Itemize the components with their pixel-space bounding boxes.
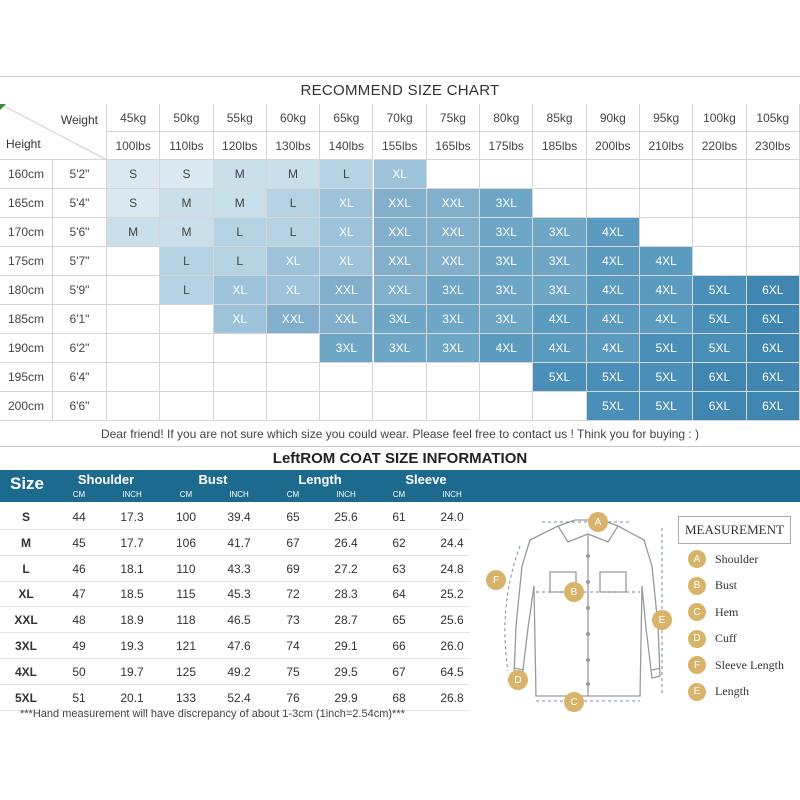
coat-size-label: 3XL xyxy=(14,639,37,653)
height-ft-label: 6'6" xyxy=(53,392,107,421)
legend-label: Bust xyxy=(715,578,738,592)
size-cell: XXL xyxy=(427,189,480,218)
size-cell: 3XL xyxy=(374,334,427,363)
coat-measure-value: 24.0 xyxy=(440,510,464,524)
empty-cell xyxy=(107,276,160,305)
coat-measure-value: 52.4 xyxy=(227,690,251,705)
legend-label: Hem xyxy=(715,604,739,619)
height-ft-label: 5'4" xyxy=(53,189,107,218)
coat-measure-value: 26.8 xyxy=(440,690,464,705)
marker-b-icon: B xyxy=(564,582,584,602)
coat-measure-value: 24.4 xyxy=(440,535,464,550)
size-cell: 6XL xyxy=(693,363,746,392)
size-cell: L xyxy=(160,247,213,276)
weight-kg-header: 90kg xyxy=(587,104,640,132)
legend-label: Length xyxy=(715,684,749,698)
coat-size-row xyxy=(0,685,470,711)
coat-measure-value: 133 xyxy=(175,690,197,705)
size-cell: 5XL xyxy=(693,276,746,305)
size-cell: M xyxy=(214,189,267,218)
height-cm-label: 195cm xyxy=(0,363,53,392)
size-cell: 3XL xyxy=(374,305,427,334)
coat-size-row xyxy=(0,530,470,556)
height-cm-label: 190cm xyxy=(0,334,53,363)
size-cell: L xyxy=(214,218,267,247)
legend-letter-icon: C xyxy=(688,603,706,621)
unit-inch-label: INCH xyxy=(336,490,356,499)
empty-cell xyxy=(107,334,160,363)
empty-cell xyxy=(480,392,533,421)
size-cell: 4XL xyxy=(640,247,693,276)
legend-letter-icon: E xyxy=(688,683,706,701)
coat-measure-value: 18.9 xyxy=(120,613,144,628)
height-ft-label: 6'1" xyxy=(53,305,107,334)
unit-inch-label: INCH xyxy=(442,490,462,499)
height-ft-label: 5'2" xyxy=(53,160,107,189)
empty-cell xyxy=(533,392,586,421)
coat-measure-value: 29.1 xyxy=(334,639,358,653)
coat-measure-value: 47.6 xyxy=(227,639,251,653)
coat-size-label: M xyxy=(21,535,31,550)
weight-kg-header: 85kg xyxy=(533,104,586,132)
size-cell: L xyxy=(320,160,373,189)
size-cell: 5XL xyxy=(693,334,746,363)
legend-label: Cuff xyxy=(715,631,737,645)
coat-measure-value: 110 xyxy=(176,561,196,576)
size-cell: 4XL xyxy=(640,305,693,334)
coat-measure-value: 49.2 xyxy=(227,664,251,679)
coat-size-label: 4XL xyxy=(14,664,37,679)
size-cell: 6XL xyxy=(747,276,800,305)
empty-cell xyxy=(693,189,746,218)
weight-lbs-header: 230lbs xyxy=(747,132,800,160)
empty-cell xyxy=(267,334,320,363)
coat-measure-value: 72 xyxy=(286,587,300,602)
unit-cm-label: CM xyxy=(392,490,406,499)
marker-a-icon: A xyxy=(588,512,608,532)
coat-measure-value: 45.3 xyxy=(227,587,251,602)
empty-cell xyxy=(427,363,480,392)
size-cell: 3XL xyxy=(427,305,480,334)
coat-measure-value: 20.1 xyxy=(120,690,144,705)
weight-kg-header: 55kg xyxy=(214,104,267,132)
weight-lbs-header: 130lbs xyxy=(267,132,320,160)
weight-kg-header: 50kg xyxy=(160,104,213,132)
empty-cell xyxy=(640,189,693,218)
height-ft-label: 5'9" xyxy=(53,276,107,305)
weight-lbs-header: 210lbs xyxy=(640,132,693,160)
empty-cell xyxy=(320,392,373,421)
size-cell: M xyxy=(107,218,160,247)
coat-measure-value: 69 xyxy=(286,561,300,576)
coat-measure-value: 67 xyxy=(286,535,300,550)
size-cell: 4XL xyxy=(587,305,640,334)
empty-cell xyxy=(160,363,213,392)
size-cell: XL xyxy=(214,276,267,305)
coat-measure-value: 73 xyxy=(286,613,300,628)
coat-measure-value: 47 xyxy=(72,587,86,602)
weight-lbs-header: 165lbs xyxy=(427,132,480,160)
height-cm-label: 160cm xyxy=(0,160,53,189)
weight-label: Weight xyxy=(60,113,98,127)
coat-measure-value: 24.8 xyxy=(440,561,464,576)
weight-kg-header: 80kg xyxy=(480,104,533,132)
unit-cm-label: CM xyxy=(179,490,193,499)
weight-kg-header: 100kg xyxy=(693,104,746,132)
size-cell: M xyxy=(160,218,213,247)
empty-cell xyxy=(693,247,746,276)
size-cell: XXL xyxy=(320,305,373,334)
legend-item-shoulder xyxy=(688,550,758,568)
empty-cell xyxy=(640,160,693,189)
legend-item-hem xyxy=(688,603,738,621)
size-cell: L xyxy=(160,276,213,305)
empty-cell xyxy=(693,218,746,247)
size-cell: L xyxy=(267,218,320,247)
coat-measure-value: 61 xyxy=(392,510,406,524)
empty-cell xyxy=(374,392,427,421)
size-cell: L xyxy=(214,247,267,276)
coat-measure-value: 68 xyxy=(392,690,406,705)
size-cell: XXL xyxy=(374,247,427,276)
empty-cell xyxy=(427,160,480,189)
coat-header-band xyxy=(0,470,800,502)
empty-cell xyxy=(693,160,746,189)
size-cell: 5XL xyxy=(533,363,586,392)
size-cell: XL xyxy=(320,189,373,218)
coat-info-title: LeftROM COAT SIZE INFORMATION xyxy=(0,446,800,470)
empty-cell xyxy=(747,218,800,247)
empty-cell xyxy=(427,392,480,421)
size-cell: XXL xyxy=(427,247,480,276)
coat-measure-value: 64.5 xyxy=(440,664,464,679)
legend-letter-icon: B xyxy=(688,577,706,595)
coat-measure-value: 106 xyxy=(175,535,197,550)
coat-measure-value: 19.3 xyxy=(120,639,144,653)
coat-measure-value: 25.6 xyxy=(440,613,464,628)
size-cell: M xyxy=(214,160,267,189)
size-cell: M xyxy=(267,160,320,189)
coat-measure-value: 17.7 xyxy=(120,535,144,550)
coat-measure-value: 49 xyxy=(72,639,86,653)
size-cell: 6XL xyxy=(747,392,800,421)
measurement-title: MEASUREMENT xyxy=(678,516,791,544)
size-cell: S xyxy=(107,189,160,218)
marker-d-icon: D xyxy=(508,670,528,690)
coat-size-row xyxy=(0,633,470,659)
coat-size-label: L xyxy=(22,561,30,576)
jacket-illustration xyxy=(480,506,690,711)
size-cell: 5XL xyxy=(640,392,693,421)
coat-size-label: S xyxy=(21,510,30,524)
empty-cell xyxy=(160,392,213,421)
coat-measure-value: 65 xyxy=(286,510,300,524)
size-cell: XL xyxy=(374,160,427,189)
coat-measure-value: 50 xyxy=(72,664,86,679)
size-cell: XL xyxy=(320,247,373,276)
unit-inch-label: INCH xyxy=(229,490,249,499)
coat-measure-value: 118 xyxy=(176,613,196,628)
empty-cell xyxy=(160,305,213,334)
coat-size-row xyxy=(0,659,470,685)
coat-measure-value: 115 xyxy=(176,587,196,602)
coat-size-label: XXL xyxy=(14,613,38,628)
height-cm-label: 165cm xyxy=(0,189,53,218)
height-ft-label: 5'7" xyxy=(53,247,107,276)
coat-measure-value: 28.7 xyxy=(334,613,358,628)
coat-size-label: XL xyxy=(18,587,34,602)
height-ft-label: 6'2" xyxy=(53,334,107,363)
unit-inch-label: INCH xyxy=(122,490,142,499)
measurement-note: ***Hand measurement will have discrepancy of about 1-3cm (1inch=2.54cm)*** xyxy=(20,708,405,720)
size-cell: 3XL xyxy=(427,334,480,363)
weight-kg-header: 45kg xyxy=(107,104,160,132)
weight-lbs-header: 175lbs xyxy=(480,132,533,160)
contact-note: Dear friend! If you are not sure which size you could wear. Please feel free to contact us ! Think you for buying : ) xyxy=(100,427,700,441)
height-ft-label: 5'6" xyxy=(53,218,107,247)
coat-measure-value: 26.4 xyxy=(334,535,358,550)
coat-size-information xyxy=(0,446,800,800)
legend-item-sleeve-length xyxy=(688,656,784,674)
size-column-header: Size xyxy=(10,474,45,493)
empty-cell xyxy=(587,160,640,189)
size-chart-title: RECOMMEND SIZE CHART xyxy=(0,76,800,104)
coat-measure-value: 64 xyxy=(392,587,406,602)
size-cell: 5XL xyxy=(640,334,693,363)
size-cell: 3XL xyxy=(533,276,586,305)
size-cell: XL xyxy=(320,218,373,247)
empty-cell xyxy=(587,189,640,218)
legend-letter-icon: A xyxy=(688,550,706,568)
height-cm-label: 170cm xyxy=(0,218,53,247)
size-cell: XL xyxy=(214,305,267,334)
group-header-sleeve: Sleeve xyxy=(405,472,447,487)
group-header-shoulder: Shoulder xyxy=(77,472,135,487)
weight-lbs-header: 200lbs xyxy=(587,132,640,160)
size-cell: M xyxy=(160,189,213,218)
empty-cell xyxy=(267,392,320,421)
empty-cell xyxy=(107,247,160,276)
coat-measure-value: 28.3 xyxy=(334,587,358,602)
empty-cell xyxy=(214,363,267,392)
size-cell: 4XL xyxy=(587,218,640,247)
size-cell: 3XL xyxy=(480,276,533,305)
size-cell: XXL xyxy=(374,189,427,218)
empty-cell xyxy=(640,218,693,247)
empty-cell xyxy=(533,189,586,218)
coat-measure-value: 25.6 xyxy=(334,510,358,524)
unit-cm-label: CM xyxy=(72,490,86,499)
coat-measure-value: 45 xyxy=(72,535,86,550)
legend-letter-icon: F xyxy=(688,656,706,674)
coat-measure-value: 17.3 xyxy=(120,510,144,524)
height-cm-label: 175cm xyxy=(0,247,53,276)
legend-item-cuff xyxy=(688,630,737,648)
weight-kg-header: 60kg xyxy=(267,104,320,132)
size-cell: XXL xyxy=(374,218,427,247)
empty-cell xyxy=(160,334,213,363)
coat-measure-value: 25.2 xyxy=(440,587,464,602)
size-cell: 4XL xyxy=(587,276,640,305)
size-cell: 4XL xyxy=(533,305,586,334)
empty-cell xyxy=(107,305,160,334)
weight-kg-header: 95kg xyxy=(640,104,693,132)
size-cell: 6XL xyxy=(693,392,746,421)
height-cm-label: 200cm xyxy=(0,392,53,421)
coat-measure-value: 74 xyxy=(286,639,300,653)
legend-label: Sleeve Length xyxy=(715,657,784,672)
empty-cell xyxy=(747,160,800,189)
coat-measure-value: 51 xyxy=(72,690,86,705)
size-cell: 3XL xyxy=(427,276,480,305)
coat-measure-value: 48 xyxy=(72,613,86,628)
size-cell: L xyxy=(267,189,320,218)
coat-measure-value: 65 xyxy=(392,613,406,628)
coat-measure-value: 67 xyxy=(392,664,406,679)
size-cell: XL xyxy=(267,247,320,276)
size-cell: 4XL xyxy=(533,334,586,363)
empty-cell xyxy=(747,189,800,218)
size-cell: XXL xyxy=(320,276,373,305)
coat-measure-value: 39.4 xyxy=(227,510,251,524)
size-cell: 6XL xyxy=(747,305,800,334)
empty-cell xyxy=(374,363,427,392)
size-cell: 5XL xyxy=(587,392,640,421)
size-cell: S xyxy=(107,160,160,189)
size-cell: 5XL xyxy=(693,305,746,334)
legend-item-length xyxy=(688,683,749,701)
height-cm-label: 185cm xyxy=(0,305,53,334)
group-header-length: Length xyxy=(298,472,342,487)
coat-measure-value: 66 xyxy=(392,639,406,653)
legend-label: Shoulder xyxy=(715,551,759,566)
weight-lbs-header: 155lbs xyxy=(374,132,427,160)
coat-measure-value: 26.0 xyxy=(440,639,464,653)
empty-cell xyxy=(533,160,586,189)
size-cell: XXL xyxy=(374,276,427,305)
size-cell: 4XL xyxy=(587,334,640,363)
coat-size-row xyxy=(0,504,470,530)
coat-measure-value: 63 xyxy=(392,561,406,576)
coat-measure-value: 125 xyxy=(175,664,197,679)
size-cell: 3XL xyxy=(533,247,586,276)
empty-cell xyxy=(214,392,267,421)
height-label: Height xyxy=(6,137,41,151)
size-cell: 5XL xyxy=(640,363,693,392)
weight-kg-header: 70kg xyxy=(374,104,427,132)
size-cell: 3XL xyxy=(480,189,533,218)
coat-measure-value: 46 xyxy=(72,561,86,576)
coat-size-label: 5XL xyxy=(14,690,37,705)
empty-cell xyxy=(107,392,160,421)
size-cell: XXL xyxy=(267,305,320,334)
coat-measure-value: 62 xyxy=(392,535,406,550)
group-header-bust: Bust xyxy=(198,472,228,487)
marker-f-icon: F xyxy=(486,570,506,590)
empty-cell xyxy=(480,160,533,189)
coat-measure-value: 121 xyxy=(175,639,197,653)
coat-measure-value: 44 xyxy=(72,510,86,524)
size-cell: 4XL xyxy=(640,276,693,305)
size-cell: 4XL xyxy=(480,334,533,363)
height-cm-label: 180cm xyxy=(0,276,53,305)
weight-lbs-header: 120lbs xyxy=(214,132,267,160)
weight-kg-header: 105kg xyxy=(747,104,800,132)
size-cell: 6XL xyxy=(747,363,800,392)
coat-measure-value: 19.7 xyxy=(120,664,144,679)
coat-measure-value: 100 xyxy=(175,510,197,524)
empty-cell xyxy=(267,363,320,392)
empty-cell xyxy=(480,363,533,392)
weight-lbs-header: 100lbs xyxy=(107,132,160,160)
coat-measure-value: 27.2 xyxy=(334,561,358,576)
coat-measure-value: 46.5 xyxy=(227,613,251,628)
coat-measure-value: 29.9 xyxy=(334,690,358,705)
recommend-size-chart xyxy=(0,76,800,446)
coat-size-row xyxy=(0,607,470,633)
weight-lbs-header: 140lbs xyxy=(320,132,373,160)
grid-corner xyxy=(0,104,107,160)
legend-letter-icon: D xyxy=(688,630,706,648)
weight-lbs-header: 110lbs xyxy=(160,132,213,160)
height-ft-label: 6'4" xyxy=(53,363,107,392)
size-cell: 5XL xyxy=(587,363,640,392)
weight-lbs-header: 185lbs xyxy=(533,132,586,160)
size-cell: 3XL xyxy=(533,218,586,247)
coat-measure-value: 75 xyxy=(286,664,300,679)
size-cell: 6XL xyxy=(747,334,800,363)
weight-lbs-header: 220lbs xyxy=(693,132,746,160)
unit-cm-label: CM xyxy=(286,490,300,499)
size-cell: 3XL xyxy=(320,334,373,363)
coat-measure-value: 18.1 xyxy=(120,561,144,576)
legend-item-bust xyxy=(688,577,737,595)
empty-cell xyxy=(107,363,160,392)
size-cell: XXL xyxy=(427,218,480,247)
weight-kg-header: 65kg xyxy=(320,104,373,132)
size-cell: 3XL xyxy=(480,218,533,247)
empty-cell xyxy=(214,334,267,363)
size-cell: 3XL xyxy=(480,305,533,334)
size-cell: XL xyxy=(267,276,320,305)
size-cell: S xyxy=(160,160,213,189)
empty-cell xyxy=(747,247,800,276)
empty-cell xyxy=(320,363,373,392)
coat-size-row xyxy=(0,581,470,607)
size-cell: 3XL xyxy=(480,247,533,276)
coat-measure-value: 76 xyxy=(286,690,300,705)
coat-measure-value: 29.5 xyxy=(334,664,358,679)
coat-measure-value: 41.7 xyxy=(227,535,251,550)
coat-measure-value: 43.3 xyxy=(227,561,251,576)
coat-measure-value: 18.5 xyxy=(120,587,144,602)
size-cell: 4XL xyxy=(587,247,640,276)
marker-e-icon: E xyxy=(652,610,672,630)
weight-kg-header: 75kg xyxy=(427,104,480,132)
marker-c-icon: C xyxy=(564,692,584,712)
coat-size-row xyxy=(0,556,470,582)
